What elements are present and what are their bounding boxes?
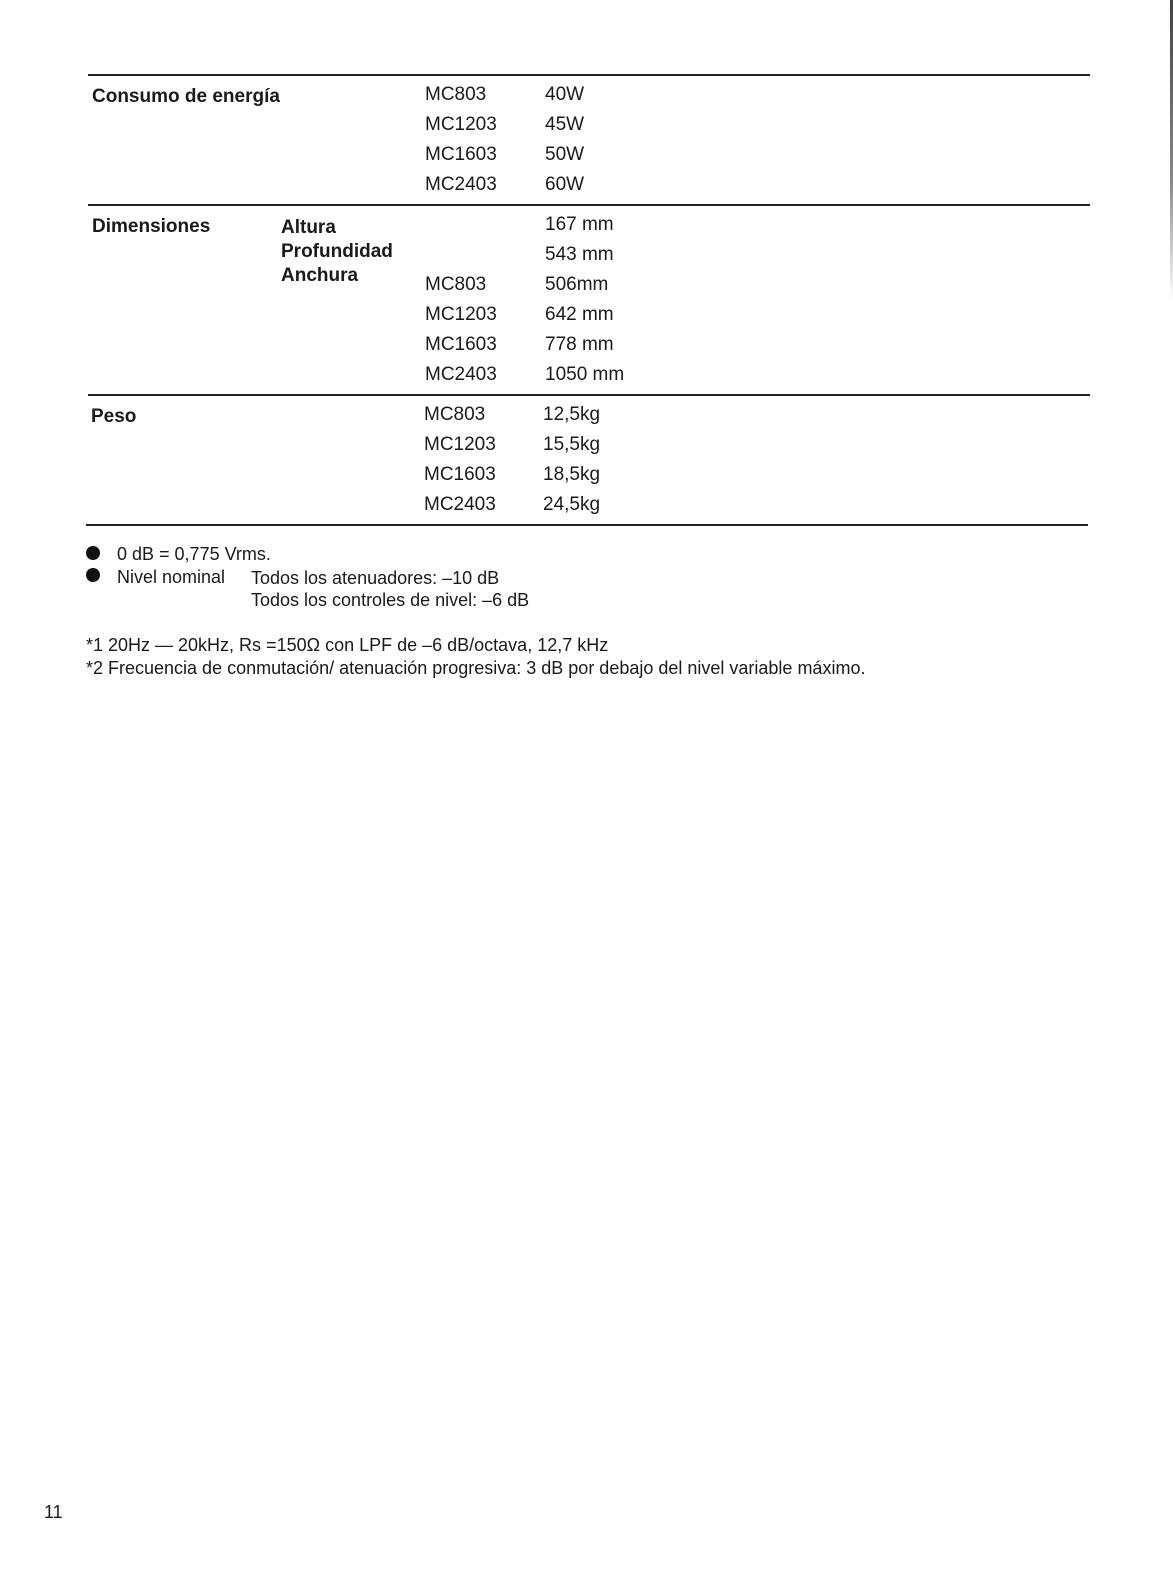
power-value-mc1203: 45W bbox=[545, 114, 585, 135]
width-model-mc803: MC803 bbox=[425, 274, 487, 295]
weight-model-mc1203: MC1203 bbox=[424, 434, 496, 455]
weight-value-mc803: 12,5kg bbox=[543, 404, 601, 425]
bullet-icon bbox=[86, 546, 100, 560]
nominal-level-controls: Todos los controles de nivel: –6 dB bbox=[251, 590, 530, 610]
footnote-2: *2 Frecuencia de conmutación/ atenuación progresiva: 3 dB por debajo del nivel variable máximo. bbox=[86, 658, 866, 678]
page-number: 11 bbox=[44, 1502, 63, 1522]
width-value-mc2403: 1050 mm bbox=[545, 364, 625, 385]
width-value-mc1203: 642 mm bbox=[545, 304, 614, 325]
depth-label: Profundidad bbox=[281, 241, 393, 262]
power-consumption-label: Consumo de energía bbox=[92, 86, 280, 107]
width-model-mc2403: MC2403 bbox=[425, 364, 497, 385]
width-model-mc1603: MC1603 bbox=[425, 334, 497, 355]
weight-label: Peso bbox=[91, 406, 137, 427]
bullet-icon bbox=[86, 568, 100, 582]
power-section-rule bbox=[88, 204, 1090, 206]
power-value-mc2403: 60W bbox=[545, 174, 585, 195]
power-model-mc1603: MC1603 bbox=[425, 144, 497, 165]
table-top-rule bbox=[88, 74, 1090, 76]
footnote-1: *1 20Hz — 20kHz, Rs =150Ω con LPF de –6 dB/octava, 12,7 kHz bbox=[86, 635, 609, 655]
power-model-mc2403: MC2403 bbox=[425, 174, 497, 195]
weight-value-mc1203: 15,5kg bbox=[543, 434, 601, 455]
power-value-mc1603: 50W bbox=[545, 144, 585, 165]
weight-value-mc1603: 18,5kg bbox=[543, 464, 601, 485]
nominal-level-faders: Todos los atenuadores: –10 dB bbox=[251, 568, 500, 588]
table-bottom-rule bbox=[86, 524, 1088, 526]
power-value-mc803: 40W bbox=[545, 84, 585, 105]
height-label: Altura bbox=[281, 217, 336, 238]
dimensions-label: Dimensiones bbox=[92, 216, 211, 237]
reference-level-note: 0 dB = 0,775 Vrms. bbox=[117, 544, 271, 564]
width-value-mc803: 506mm bbox=[545, 274, 609, 295]
width-value-mc1603: 778 mm bbox=[545, 334, 614, 355]
nominal-level-label: Nivel nominal bbox=[117, 567, 226, 587]
power-model-mc803: MC803 bbox=[425, 84, 487, 105]
dimensions-section-rule bbox=[88, 394, 1090, 396]
height-value: 167 mm bbox=[545, 214, 614, 235]
weight-model-mc1603: MC1603 bbox=[424, 464, 496, 485]
weight-value-mc2403: 24,5kg bbox=[543, 494, 601, 515]
depth-value: 543 mm bbox=[545, 244, 614, 265]
power-model-mc1203: MC1203 bbox=[425, 114, 497, 135]
weight-model-mc803: MC803 bbox=[424, 404, 486, 425]
width-label: Anchura bbox=[281, 265, 359, 286]
width-model-mc1203: MC1203 bbox=[425, 304, 497, 325]
weight-model-mc2403: MC2403 bbox=[424, 494, 496, 515]
